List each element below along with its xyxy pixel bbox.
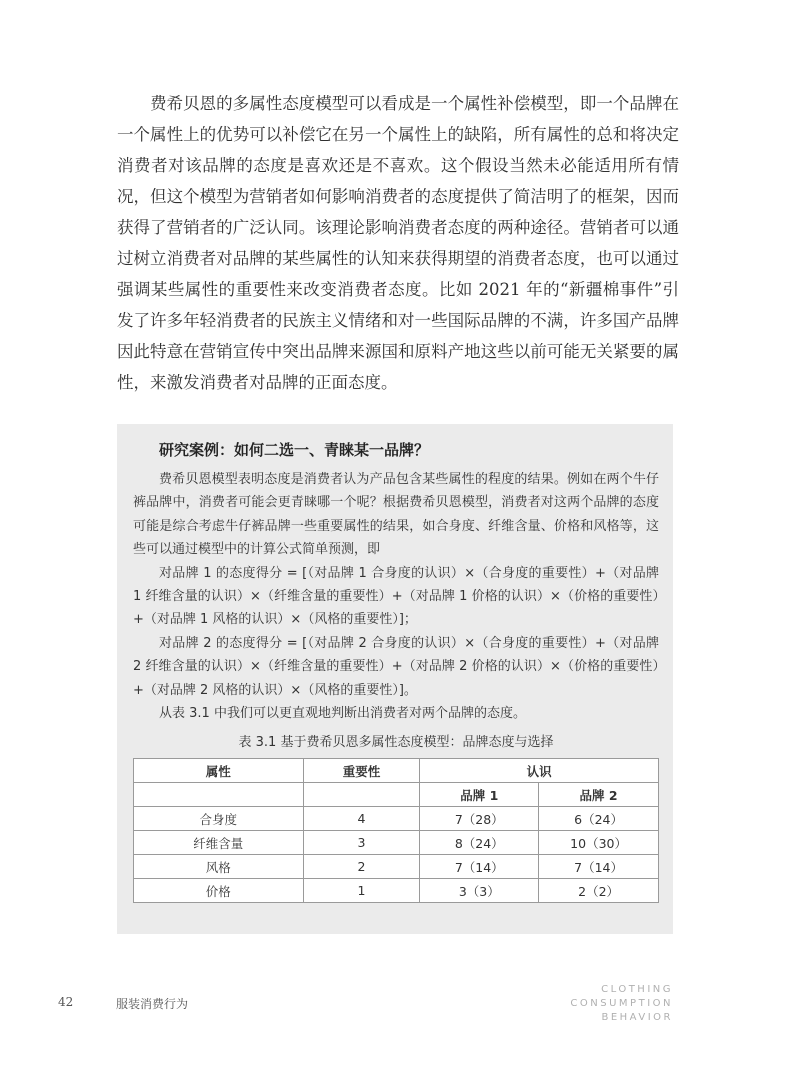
cell-importance: 3 — [303, 831, 420, 855]
series-line: BEHAVIOR — [601, 1012, 673, 1023]
cell-brand1: 7（14） — [420, 855, 539, 879]
header-importance: 重要性 — [303, 759, 420, 783]
table-row — [134, 831, 659, 855]
research-case-box — [117, 424, 673, 934]
table-row — [134, 807, 659, 831]
cell-brand1: 3（3） — [420, 879, 539, 903]
case-content — [133, 438, 659, 903]
case-formula-brand2: 对品牌 2 的态度得分 = [（对品牌 2 合身度的认识）×（合身度的重要性）+（对品牌 2 纤维含量的认识）×（纤维含量的重要性）+（对品牌 2 价格的认识）×（价格的重要性）+（对品牌 2 风格的认识）×（风格的重要性）]。 — [133, 635, 659, 698]
cell-importance: 4 — [303, 807, 420, 831]
case-paragraph: 费希贝恩模型表明态度是消费者认为产品包含某些属性的程度的结果。例如在两个牛仔裤品牌中，消费者可能会更青睐哪一个呢？根据费希贝恩模型，消费者对这两个品牌的态度可能是综合考虑牛仔裤品牌一些重要属性的结果，如合身度、纤维含量、价格和风格等，这些可以通过模型中的计算公式简单预测，即 — [133, 472, 659, 558]
cell-importance: 2 — [303, 855, 420, 879]
header-empty — [134, 783, 304, 807]
body-paragraph: 费希贝恩的多属性态度模型可以看成是一个属性补偿模型，即一个品牌在一个属性上的优势可以补偿它在另一个属性上的缺陷，所有属性的总和将决定消费者对该品牌的态度是喜欢还是不喜欢。这个假设当然未必能适用所有情况，但这个模型为营销者如何影响消费者的态度提供了简洁明了的框架，因而获得了营销者的广泛认同。该理论影响消费者态度的两种途径。营销者可以通过树立消费者对品牌的某些属性的认知来获得期望的消费者态度，也可以通过强调某些属性的重要性来改变消费者态度。比如 2021 年的“新疆棉事件”引发了许多年轻消费者的民族主义情绪和对一些国际品牌的不满，许多国产品牌因此特意在营销宣传中突出品牌来源国和原料产地这些以前可能无关紧要的属性，来激发消费者对品牌的正面态度。 — [117, 94, 679, 392]
book-title: 服装消费行为 — [116, 997, 189, 1011]
cell-brand1: 8（24） — [420, 831, 539, 855]
table-caption: 表 3.1 基于费希贝恩多属性态度模型：品牌态度与选择 — [238, 735, 554, 751]
table-row — [134, 879, 659, 903]
table-header-row — [134, 759, 659, 783]
cell-brand2: 10（30） — [539, 831, 659, 855]
series-line: CLOTHING — [601, 984, 673, 995]
cell-attribute: 风格 — [134, 855, 304, 879]
cell-brand2: 6（24） — [539, 807, 659, 831]
series-logo-text — [570, 983, 673, 1025]
brand-attitude-table — [133, 758, 659, 903]
case-paragraph: 从表 3.1 中我们可以更直观地判断出消费者对两个品牌的态度。 — [159, 706, 526, 722]
cell-attribute: 价格 — [134, 879, 304, 903]
header-brand1: 品牌 1 — [420, 783, 539, 807]
header-empty — [303, 783, 420, 807]
case-title: 研究案例：如何二选一、青睐某一品牌？ — [159, 441, 430, 459]
cell-brand2: 7（14） — [539, 855, 659, 879]
table-subheader-row — [134, 783, 659, 807]
cell-brand2: 2（2） — [539, 879, 659, 903]
header-attribute: 属性 — [134, 759, 304, 783]
table-row — [134, 855, 659, 879]
main-body-text — [117, 88, 679, 398]
cell-importance: 1 — [303, 879, 420, 903]
cell-attribute: 纤维含量 — [134, 831, 304, 855]
cell-attribute: 合身度 — [134, 807, 304, 831]
cell-brand1: 7（28） — [420, 807, 539, 831]
case-formula-brand1: 对品牌 1 的态度得分 = [（对品牌 1 合身度的认识）×（合身度的重要性）+（对品牌 1 纤维含量的认识）×（纤维含量的重要性）+（对品牌 1 价格的认识）×（价格的重要性）+（对品牌 1 风格的认识）×（风格的重要性）]； — [133, 565, 659, 628]
header-brand2: 品牌 2 — [539, 783, 659, 807]
page-number: 42 — [58, 995, 74, 1009]
header-perception: 认识 — [420, 759, 659, 783]
series-line: CONSUMPTION — [570, 998, 673, 1009]
